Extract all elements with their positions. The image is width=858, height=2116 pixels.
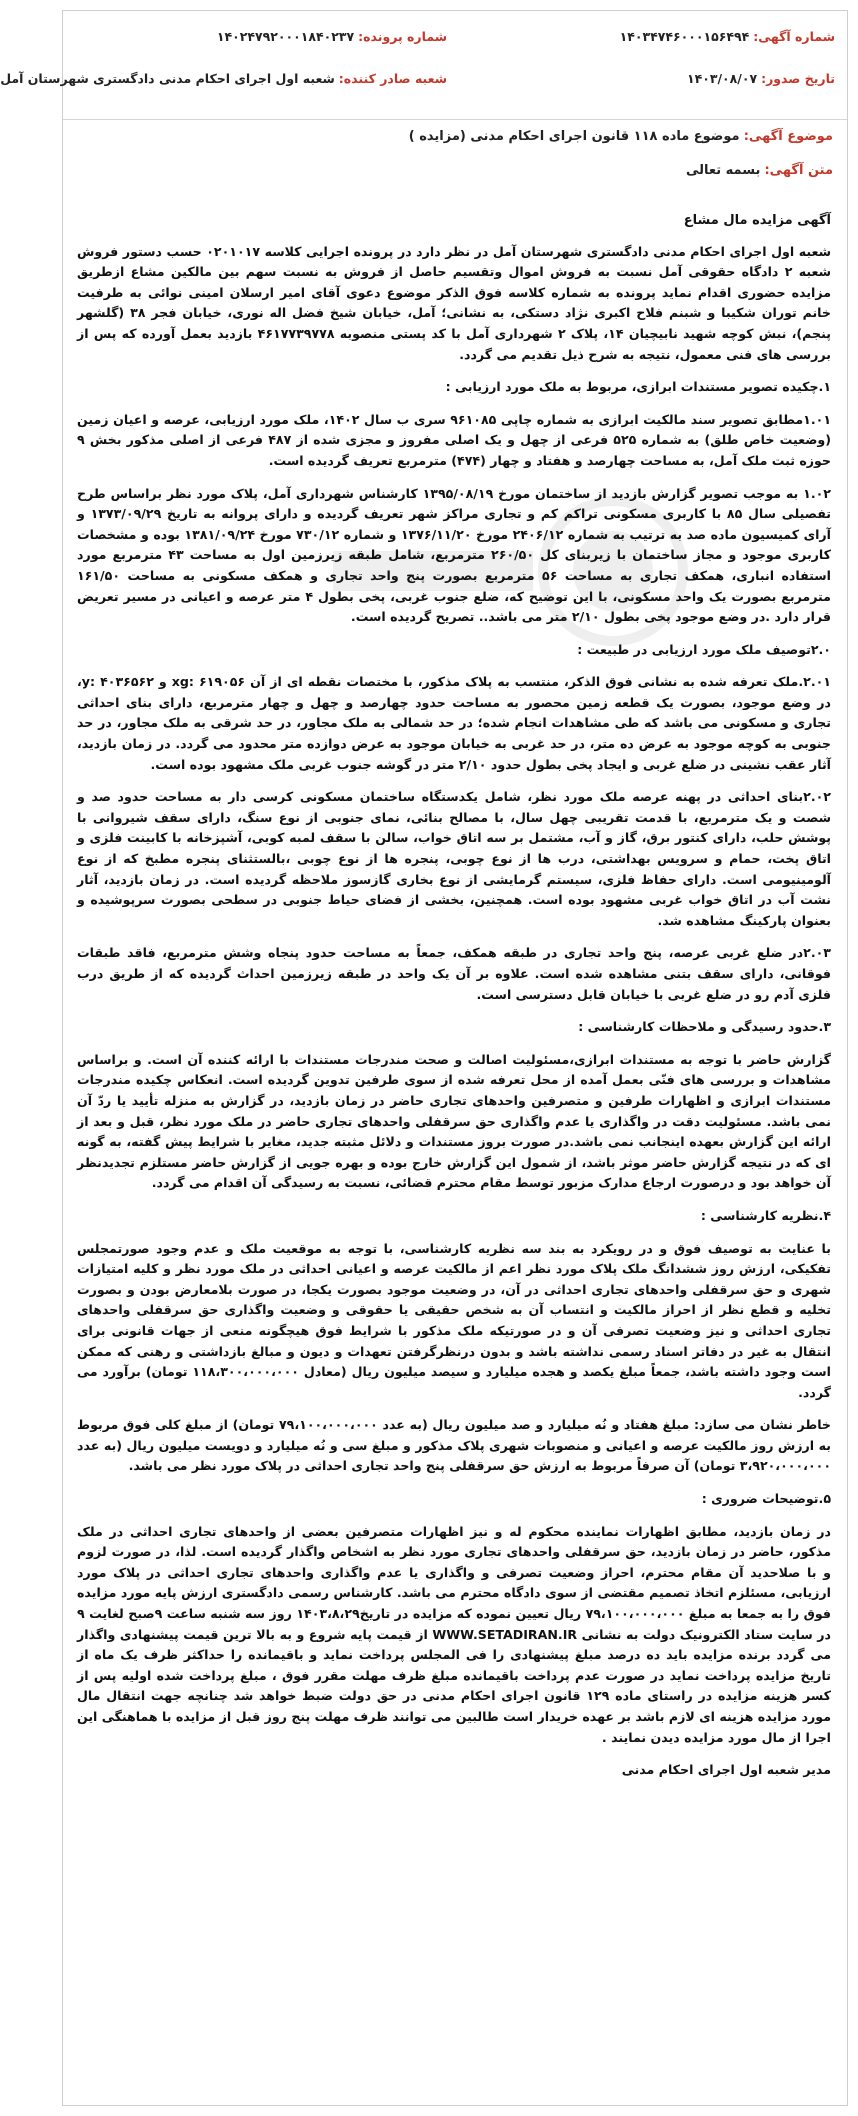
case-number: شماره پرونده: ۱۴۰۲۴۷۹۲۰۰۰۱۸۴۰۲۳۷ xyxy=(216,29,447,44)
notice-body xyxy=(77,211,831,1781)
section-2-3: ۲.۰۳در ضلع غربی عرصه، پنج واحد تجاری در طبقه همکف، جمعاً به مساحت حدود پنجاه وشش مترمربع، فاقد طبقات فوقانی، دارای سقف بتنی مشاهده شده است. علاوه بر آن یک واحد در طبقه زیرزمین احداث گردیده که از طریق درب فلزی آدم رو در ضلع غربی با خیابان قابل دسترسی است. xyxy=(77,945,831,1002)
section-1-2: ۱.۰۲ به موجب تصویر گزارش بازدید از ساختمان مورخ ۱۳۹۵/۰۸/۱۹ کارشناس شهرداری آمل، پلاک مورد نظر براساس طرح تفصیلی سال ۸۵ با کاربری مسکونی تراکم کم و تجاری مراکز شهر تعریف گردیده و دارای پروانه به تاریخ ۱۳۷۳/۰۹/۲۹ و آرای کمیسیون ماده صد به ترتیب به شماره ۲۴۰۶/۱۲ مورخ ۱۳۷۶/۱۱/۲۰ و شماره ۷۳۰/۱۲ مورخ ۱۳۸۱/۰۹/۲۴ بوده و مشخصات کاربری موجود و مجاز ساختمان با زیربنای کل ۲۶۰/۵۰ مترمربع، شامل طبقه زیرزمین اول به مساحت ۴۳ مترمربع مورد استفاده انباری، همکف تجاری به مساحت ۵۶ مترمربع بصورت پنج واحد تجاری و همکف مسکونی به مساحت ۱۶۱/۵۰ مترمربع بصورت یک واحد مسکونی، با این توضیح که، ضلع جنوب غربی، پخی بطول ۴ متر عرصه و اعیانی در مسیر تعریض قرار دارد .در وضع موجود پخی بطول ۲/۱۰ متر می باشد.. تصریح گردیده است. xyxy=(77,485,831,625)
section-5-text: در زمان بازدید، مطابق اظهارات نماینده محکوم له و نیز اظهارات متصرفین بعضی از واحدهای تجاری احداثی در ملک مذکور، حاضر در زمان بازدید، حق سرقفلی واحدهای تجاری مورد نظر به اشخاص واگذار گردیده است. لذا، در صورت لزوم و با صلاحدید آن مقام محترم، احراز وضعیت تصرفی و واگذاری یا عدم واگذاری واحدهای تجاری احداثی در پلاک مورد ارزیابی، مسئلزم اتخاذ تصمیم مقتضی از سوی دادگاه محترم می باشد. کارشناس رسمی دادگستری ارزش پایه مورد مزایده فوق را به جمعا به مبلغ ۷۹،۱۰۰،۰۰۰،۰۰۰ ریال تعیین نموده که مزایده در تاریخ۱۴۰۳،۸،۲۹ روز سه شنبه ساعت ۹صبح لغایت ۹ در سایت ستاد الکترونیک دولت به نشانی WWW.SETADIRAN.IR از قیمت پایه شروع و به بالا ترین قیمت پیشنهادی واگذار می گردد برنده مزایده باید ده درصد مبلغ پیشنهادی را فی المجلس پرداخت نماید و باقیمانده را حداکثر ظرف یک ماه از تاریخ مزایده پرداخت نماید در صورت عدم پرداخت باقیمانده مبلغ ظرف مهلت مقرر فوق ، مبلغ پرداخت شده اولیه پس از کسر هزینه مزایده در راستای ماده ۱۲۹ قانون اجرای احکام مدنی در حق دولت ضبط خواهد شد چنانچه جهت انتقال مال مورد مزایده هزینه ای لازم باشد بر عهده خریدار است طالبین می توانند ظرف مهلت پنج روز قبل از مزایده با هماهنگی این اجرا از مال مورد مزایده دیدن نمایند . xyxy=(77,1523,831,1745)
notice-subject: موضوع آگهی: موضوع ماده ۱۱۸ قانون اجرای احکام مدنی (مزایده ) xyxy=(408,129,833,144)
notice-title: آگهی مزایده مال مشاع xyxy=(683,213,831,228)
issue-date: تاریخ صدور: ۱۴۰۳/۰۸/۰۷ xyxy=(686,71,835,86)
section-4-heading: ۴.نظریه کارشناسی : xyxy=(700,1207,831,1223)
section-3-text: گزارش حاضر با توجه به مستندات ابرازی،مسئولیت اصالت و صحت مندرجات مستندات با ارائه کننده آن است. و براساس مشاهدات و بررسی های فنّی بعمل آمده از محل تعرفه شده از سوی طرفین تدوین گردیده است. انعکاس چکیده مندرجات مستندات ابرازی و اظهارات طرفین و متصرفین واحدهای تجاری حاضر در زمان بازدید، در گزارش به منزله تأیید یا ردّ آن نمی باشد. مسئولیت دقت در واگذاری یا عدم واگذاری حق سرقفلی واحدهای تجاری حاضر در ملک مورد نظر، قبل و بعد از ارائه این گزارش بعهده اینجانب نمی باشد.در صورت بروز مستندات و دلائل مثبته جدید، مغایر با شرایط پیش گفته، به گونه ای که در نتیجه گزارش حاضر موثر باشد، از شمول این گزارش خارج بوده و بهره جویی از گزارش حاضر مستلزم تجدیدنظر آن خواهد بود و درصورت ارجاع مدارک مزبور توسط مقام محترم قضائی، نسبت به رسیدگی آن اقدام می گردد. xyxy=(77,1051,831,1191)
section-5-heading: ۵.توضیحات ضروری : xyxy=(701,1491,831,1507)
section-1-1: ۱.۰۱مطابق تصویر سند مالکیت ابرازی به شماره چاپی ۹۶۱۰۸۵ سری ب سال ۱۴۰۲، ملک مورد ارزیابی، عرصه و اعیان زمین (وضعیت خاص طلق) به شماره ۵۲۵ فرعی از چهل و یک اصلی مفروز و مجزی شده از ۴۸۷ فرعی از اصلی مذکور بخش ۹ حوزه ثبت ملک آمل، به مساحت چهارصد و هفتاد و چهار (۴۷۴) مترمربع تعریف گردیده است. xyxy=(77,411,832,468)
signature: مدیر شعبه اول اجرای احکام مدنی xyxy=(621,1762,831,1778)
section-1-heading: ۱.چکیده تصویر مستندات ابرازی، مربوط به ملک مورد ارزیابی : xyxy=(445,379,831,395)
notice-text-label: متن آگهی: بسمه تعالی xyxy=(685,163,833,178)
issuing-branch: شعبه صادر کننده: شعبه اول اجرای احکام مدنی دادگستری شهرستان آمل xyxy=(0,71,447,86)
intro-paragraph: شعبه اول اجرای احکام مدنی دادگستری شهرستان آمل در نظر دارد در پرونده اجرایی کلاسه ۰۲۰۱۰۱۷ حسب دستور فروش شعبه ۲ دادگاه حقوقی آمل نسبت به فروش اموال وتقسیم حاصل از فروش به نسبت سهم بین مالکین مشاع ازطریق مزایده حضوری اقدام نماید پرونده به شماره کلاسه فوق الذکر موضوع دعوی آقای امیر ارسلان امینی نوائی به طرفیت خانم توران شکیبا و شبنم فلاح اکبری نژاد دستکی، به نشانی؛ آمل، خیابان شیخ فضل اله نوری، خیابان فجر ۳۸ (گلشهر پنجم)، نبش کوچه شهید نابیچیان ۱۴، پلاک ۲ شهرداری آمل با کد پستی منصوبه ۴۶۱۷۷۳۹۷۷۸ بازدید بعمل آورده که پس از بررسی های فنی معمول، نتیجه به شرح ذیل تقدیم می گردد. xyxy=(77,243,831,362)
section-2-2: ۲.۰۲بنای احداثی در پهنه عرصه ملک مورد نظر، شامل یکدستگاه ساختمان مسکونی کرسی دار به مساحت حدود صد و شصت و یک مترمربع، با قدمت تقریبی چهل سال، با مصالح بنائی، نمای جنوبی از نوع سنگ، دارای سقف شیروانی با پوشش حلب، دارای کنتور برق، گاز و آب، مشتمل بر سه اتاق خواب، سالن با سقف لمبه کوبی، آشپزخانه با کابینت فلزی و اتاق پخت، حمام و سرویس بهداشتی، درب ها از نوع چوبی، پنجره ها از نوع چوبی ،بالستثنای پنجره مطبخ که از نوع آلومینیومی است. دارای حفاظ فلزی، سیستم گرمایشی از نوع بخاری گازسوز ملاحظه گردیده است. در زمان بازدید، آثار نشت آب در اتاق خواب غربی مشهود بوده است. همچنین، بخشی از فضای حیاط جنوبی در سطحی بصورت سرپوشیده و بعنوان پارکینگ مشاهده شد. xyxy=(77,789,831,928)
section-4-note: خاطر نشان می سازد: مبلغ هفتاد و نُه میلیارد و صد میلیون ریال (به عدد ۷۹،۱۰۰،۰۰۰،۰۰۰ تومان) از مبلغ کلی فوق مربوط به ارزش روز مالکیت عرصه و اعیانی و منصوبات شهری پلاک مذکور و مبلغ سی و نُه میلیارد و دویست میلیون ریال (به عدد ۳،۹۲۰،۰۰۰،۰۰۰ تومان) آن صرفاً مربوط به ارزش حق سرقفلی پنج واحد تجاری احداثی در پلاک مورد نظر می باشد. xyxy=(77,1417,831,1474)
notice-header xyxy=(0,11,847,120)
notice-page xyxy=(0,10,848,2106)
section-2-heading: ۲.۰توصیف ملک مورد ارزیابی در طبیعت : xyxy=(577,641,831,657)
section-4-text: با عنایت به توصیف فوق و در رویکرد به بند سه نظریه کارشناسی، با توجه به موقعیت ملک و عدم وجود صورتمجلس تفکیکی، ارزش روز ششدانگ ملک پلاک مورد نظر اعم از مالکیت عرصه و اعیانی احداثی در ملک مورد نظر و کلیه امتیازات شهری و حق سرقفلی واحدهای تجاری احداثی در آن، در وضعیت موجود بصورت یکجا، در صورت بلامعارض بودن و بصورت تخلیه و قطع نظر از احراز مالکیت و انتساب آن به شخص حقیقی یا حقوقی و وضعیت واگذاری حق سرقفلی واحدهای تجاری احداثی و نیز وضعیت تصرفی آن و در صورتیکه ملک مذکور با شرایط فوق هیچگونه منعی از جهات قانونی برای انتقال به غیر در دفاتر اسناد رسمی نداشته باشد و بدون درنظرگرفتن تعهدات و دیون و مبالغ بازداشتی و رهنی که ممکن است وجود داشته باشد، جمعاً مبلغ یکصد و هجده میلیارد و سیصد میلیون ریال (معادل ۱۱۸،۳۰۰،۰۰۰،۰۰۰ تومان) برآورد می گردد. xyxy=(77,1240,831,1400)
section-2-1: ۲.۰۱.ملک تعرفه شده به نشانی فوق الذکر، منتسب به پلاک مذکور، با مختصات نقطه ای از آن ۶۱۹۰۵۶ :xg و ۴۰۳۶۵۶۲ :y، در وضع موجود، بصورت یک قطعه زمین محصور به مساحت حدود چهارصد و چهل و چهار مترمربع، دارای بنای احداثی تجاری و مسکونی می باشد که طی مشاهدات انجام شده؛ در حد شمالی به ملک مجاور، در حد شرقی به ملک مجاور، در حد جنوبی به کوچه موجود به عرض ده متر، در حد غربی به خیابان موجود به عرض دوازده متر محدود می گردد. در زمان بازدید، آثار عقب نشینی در ضلع غربی و ایجاد پخی بطول حدود ۲/۱۰ متر در گوشه جنوب غربی ملک مشهود بوده است. xyxy=(77,674,831,772)
section-3-heading: ۳.حدود رسیدگی و ملاحظات کارشناسی : xyxy=(578,1019,831,1035)
notice-number: شماره آگهی: ۱۴۰۳۴۷۴۶۰۰۰۱۵۶۴۹۴ xyxy=(619,29,835,44)
